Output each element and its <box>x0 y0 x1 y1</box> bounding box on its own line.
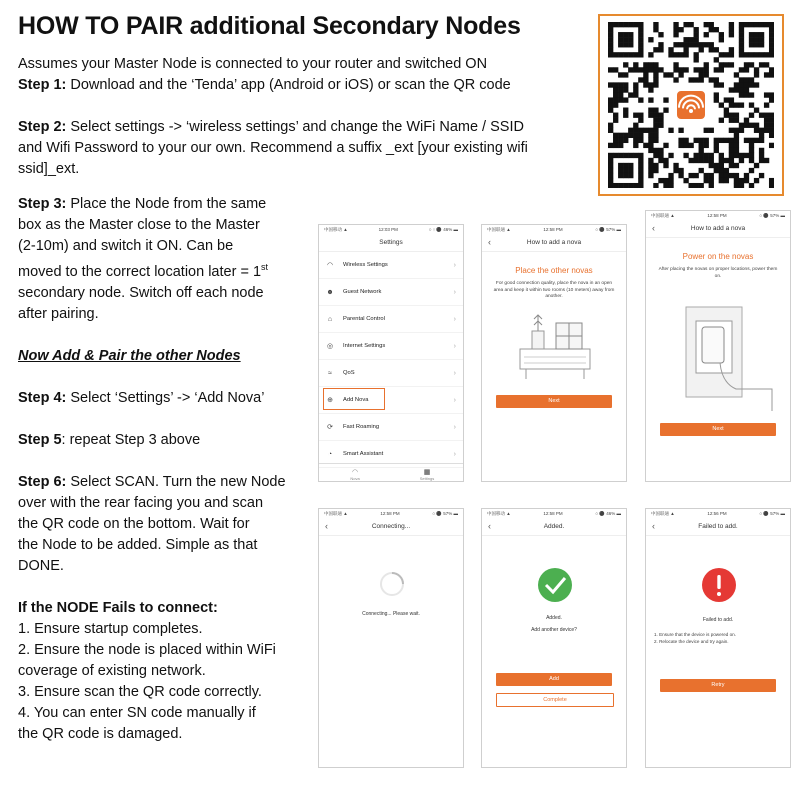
guest-icon: ☻ <box>326 288 334 296</box>
chevron-right-icon: › <box>453 261 456 269</box>
phone-place-screen <box>481 224 627 482</box>
screen-title: Added. <box>543 523 565 530</box>
next-button[interactable]: Next <box>496 395 612 408</box>
nova-tab-icon: ◠ <box>351 469 359 476</box>
settings-row-label: Smart Assistant <box>343 451 384 457</box>
status-bar <box>482 225 626 234</box>
chevron-right-icon: › <box>453 423 456 431</box>
back-icon[interactable]: ‹ <box>488 237 491 247</box>
settings-row-label: Wireless Settings <box>343 262 388 268</box>
chevron-right-icon: › <box>453 369 456 377</box>
step3-l5: secondary node. Switch off each node <box>18 284 264 301</box>
nav-bar <box>482 518 626 536</box>
step6-l4: the Node to be added. Simple as that <box>18 536 258 553</box>
place-heading: Place the other novas <box>515 266 593 275</box>
status-bar <box>319 225 463 234</box>
back-icon[interactable]: ‹ <box>652 521 655 531</box>
step1-text: Download and the ‘Tenda’ app (Android or iOS) or scan the QR code <box>66 77 511 93</box>
battery-icon: ○ ⚫ 57% ▬ <box>759 212 785 218</box>
step3-l3: (2-10m) and switch it ON. Can be <box>18 238 234 254</box>
status-bar <box>482 509 626 518</box>
clock: 12:58 PM <box>543 511 563 516</box>
add-nova-icon: ⊕ <box>327 397 333 404</box>
carrier: 中国联通 ▲ <box>487 226 511 232</box>
success-check-icon <box>537 567 573 603</box>
step6-l2: over with the rear facing you and scan <box>18 494 264 511</box>
fail-item-2: 2. Ensure the node is placed within WiFi <box>18 641 276 658</box>
step3-l1: Place the Node from the same <box>66 196 267 212</box>
loading-spinner-icon <box>377 569 407 599</box>
next-button[interactable]: Next <box>660 423 776 436</box>
step3-l4 <box>18 257 318 283</box>
instructions-left <box>18 194 318 745</box>
battery-icon: ○ ↑ ⚫ 46% ▬ <box>428 226 458 232</box>
carrier: 中国联通 ▲ <box>324 510 348 516</box>
qr-code-panel[interactable] <box>598 14 784 196</box>
instructions-top <box>18 54 588 180</box>
clock: 12:56 PM <box>707 511 727 516</box>
parental-icon: ⌂ <box>327 315 333 323</box>
fail-item-4b: the QR code is damaged. <box>18 725 183 742</box>
carrier: 中国联通 ▲ <box>651 212 675 218</box>
step2-label: Step 2: <box>18 119 67 135</box>
qos-icon: ≈ <box>328 369 332 377</box>
step1 <box>18 75 588 96</box>
tab-nova-label: Nova <box>350 476 360 481</box>
step2 <box>18 117 588 138</box>
step4-text: Select ‘Settings’ -> ‘Add Nova’ <box>66 389 265 406</box>
fail-item-1: 1. Ensure startup completes. <box>18 620 203 637</box>
status-bar <box>646 509 790 518</box>
screen-title: How to add a nova <box>690 225 746 232</box>
added-status: Added. <box>546 615 562 621</box>
add-another-question: Add another device? <box>531 627 577 633</box>
step4 <box>18 388 318 409</box>
nova-placement-illustration <box>512 309 598 381</box>
screen-title: Settings <box>379 239 403 246</box>
settings-row[interactable] <box>319 306 463 333</box>
failed-tip-1: 1. Ensure that the device is powered on. <box>654 632 736 637</box>
chevron-right-icon: › <box>453 396 456 404</box>
failed-tips <box>654 631 736 645</box>
nav-bar <box>646 220 790 238</box>
step6-l5: DONE. <box>18 557 64 574</box>
settings-tab-icon: ▦ <box>423 469 431 476</box>
carrier: 中国联通 ▲ <box>651 510 675 516</box>
wifi-icon: ◠ <box>326 262 334 269</box>
carrier: 中国移动 ▲ <box>487 510 511 516</box>
fail-item-3: 3. Ensure scan the QR code correctly. <box>18 683 262 700</box>
nav-bar <box>319 518 463 536</box>
clock: 12:58 PM <box>543 227 563 232</box>
battery-icon: ○ ⚫ 57% ▬ <box>432 510 458 516</box>
step6 <box>18 472 318 493</box>
subheading: Now Add & Pair the other Nodes <box>18 347 241 364</box>
failed-status: Failed to add. <box>702 617 734 623</box>
back-icon[interactable]: ‹ <box>652 223 655 233</box>
failed-tip-2: 2. Relocate the device and try again. <box>654 639 729 644</box>
carrier: 中国移动 ▲ <box>324 226 348 232</box>
fail-item-4: 4. You can enter SN code manually if <box>18 704 256 721</box>
step5-label: Step 5 <box>18 431 62 448</box>
chevron-right-icon: › <box>453 315 456 323</box>
assistant-icon: ◔ <box>327 450 333 458</box>
screen-title: How to add a nova <box>526 239 582 246</box>
place-description: For good connection quality, place the nova in an open area and keep it within two rooms (10 meters) away from another. <box>493 281 615 299</box>
step2-line3: ssid]_ext. <box>18 161 80 177</box>
qr-code-icon <box>608 22 774 188</box>
add-nova-highlight <box>323 388 385 410</box>
step5-text: : repeat Step 3 above <box>61 431 201 448</box>
status-bar <box>646 211 790 220</box>
clock: 12:58 PM <box>707 213 727 218</box>
fail-item-2b: coverage of existing network. <box>18 662 206 679</box>
step3-l4-text: moved to the correct location later = 1 <box>18 263 262 280</box>
settings-row[interactable] <box>319 279 463 306</box>
power-description: After placing the novas on proper locations, power them on. <box>658 267 778 279</box>
nav-bar <box>319 234 463 252</box>
battery-icon: ○ ⚫ 57% ▬ <box>759 510 785 516</box>
step1-label: Step 1: <box>18 77 67 93</box>
settings-row[interactable] <box>319 414 463 441</box>
complete-button[interactable]: Complete <box>496 693 614 707</box>
fail-heading: If the NODE Fails to connect: <box>18 599 218 616</box>
settings-row-label: Internet Settings <box>343 343 386 349</box>
phone-connecting-screen <box>318 508 464 768</box>
screen-title: Connecting... <box>371 523 411 530</box>
step4-label: Step 4: <box>18 389 67 406</box>
nav-bar <box>646 518 790 536</box>
screen-title: Failed to add. <box>698 523 738 530</box>
settings-row-label: Add Nova <box>343 397 369 403</box>
add-button[interactable]: Add <box>496 673 612 686</box>
settings-row-label: Parental Control <box>343 316 385 322</box>
error-alert-icon <box>701 567 737 603</box>
intro-text: Assumes your Master Node is connected to your router and switched ON <box>18 56 488 72</box>
step6-l3: the QR code on the bottom. Wait for <box>18 515 250 532</box>
back-icon[interactable]: ‹ <box>488 521 491 531</box>
step3 <box>18 194 318 215</box>
step3-sup: st <box>261 262 269 272</box>
phone-failed-screen <box>645 508 791 768</box>
step3-l6: after pairing. <box>18 305 99 322</box>
step5 <box>18 430 318 451</box>
settings-row[interactable] <box>319 252 463 279</box>
power-outlet-illustration <box>676 303 776 413</box>
settings-row-label: Fast Roaming <box>343 424 380 430</box>
step3-l2: box as the Master close to the Master <box>18 217 260 233</box>
clock: 12:58 PM <box>380 511 400 516</box>
page-title: HOW TO PAIR additional Secondary Nodes <box>18 12 521 40</box>
settings-row-label: QoS <box>343 370 355 376</box>
settings-row[interactable] <box>319 333 463 360</box>
connecting-status: Connecting... Please wait. <box>362 611 420 617</box>
status-bar <box>319 509 463 518</box>
step6-label: Step 6: <box>18 473 67 490</box>
tab-bar <box>319 463 463 481</box>
tab-settings[interactable] <box>391 464 463 481</box>
step6-l1: Select SCAN. Turn the new Node <box>66 473 286 490</box>
chevron-right-icon: › <box>453 288 456 296</box>
chevron-right-icon: › <box>453 450 456 458</box>
settings-row-label: Guest Network <box>343 289 382 295</box>
power-heading: Power on the novas <box>682 252 754 261</box>
settings-list <box>319 252 463 468</box>
battery-icon: ○ ⚫ 46% ▬ <box>595 510 621 516</box>
phone-settings-screen <box>318 224 464 482</box>
step3-label: Step 3: <box>18 196 67 212</box>
roaming-icon: ⟳ <box>327 424 333 431</box>
internet-icon: ◎ <box>326 343 334 350</box>
tab-settings-label: Settings <box>419 476 435 481</box>
nav-bar <box>482 234 626 252</box>
settings-row[interactable] <box>319 360 463 387</box>
back-icon[interactable]: ‹ <box>325 521 328 531</box>
step2-line2: and Wifi Password to your our own. Recommend a suffix _ext [your existing wifi <box>18 140 528 156</box>
phone-added-screen <box>481 508 627 768</box>
battery-icon: ○ ⚫ 57% ▬ <box>595 226 621 232</box>
clock: 12:03 PM <box>378 227 398 232</box>
step2-line1: Select settings -> ‘wireless settings’ and change the WiFi Name / SSID <box>66 119 524 135</box>
chevron-right-icon: › <box>453 342 456 350</box>
settings-row[interactable] <box>319 387 463 414</box>
tab-nova[interactable] <box>319 464 391 481</box>
retry-button[interactable]: Retry <box>660 679 776 692</box>
phone-power-screen <box>645 210 791 482</box>
